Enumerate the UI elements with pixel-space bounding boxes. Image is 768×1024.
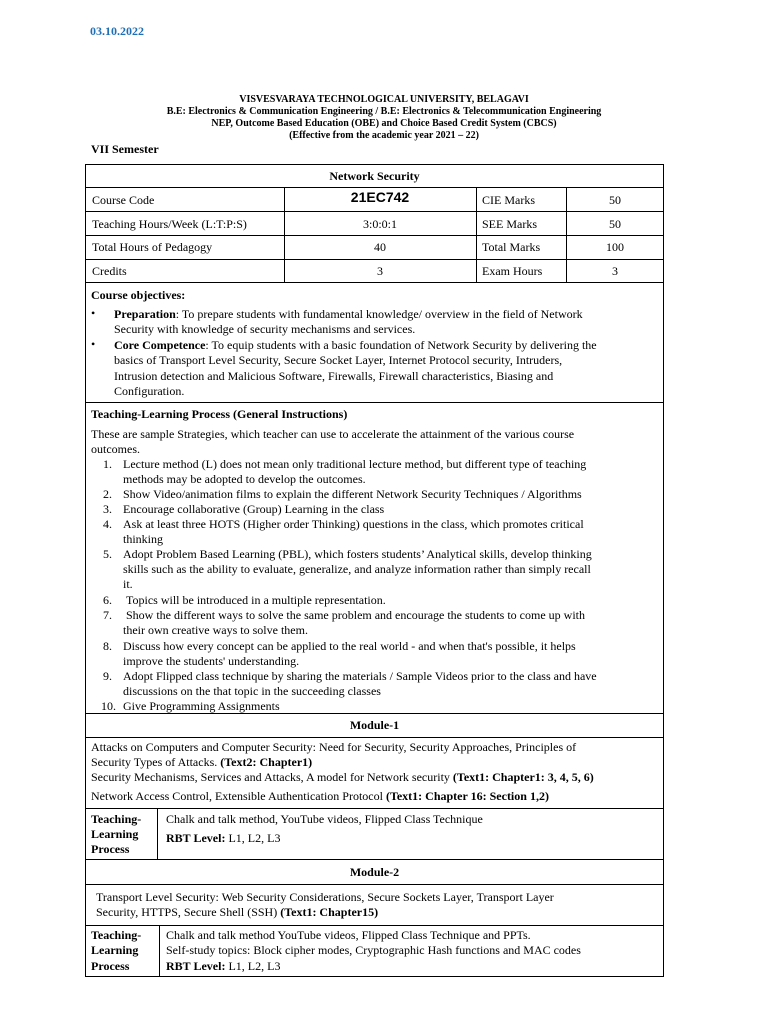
list-item: it. xyxy=(123,577,133,591)
module-2-rbt xyxy=(166,959,280,974)
cie-marks-value: 50 xyxy=(609,193,621,207)
divider xyxy=(159,925,160,977)
list-item: discussions on the that topic in the succeeding classes xyxy=(123,684,381,698)
module-2-text: Security, HTTPS, Secure Shell (SSH) xyxy=(96,905,281,919)
divider xyxy=(476,187,477,282)
module-2-tlp-text: Self-study topics: Block cipher modes, Cryptographic Hash functions and MAC codes xyxy=(166,943,581,957)
objective-term: Preparation xyxy=(114,307,176,321)
objective-term: Core Competence xyxy=(114,338,206,352)
list-item: Discuss how every concept can be applied to the real world - and when that's possible, it helps xyxy=(123,639,576,653)
module-2-heading: Module-2 xyxy=(349,865,400,879)
objective-text: basics of Transport Level Security, Secure Socket Layer, Internet Protocol security, Intruders, xyxy=(114,353,563,367)
list-item: thinking xyxy=(123,532,164,546)
effective-line: (Effective from the academic year 2021 – 22) xyxy=(289,130,479,141)
course-code-label: Course Code xyxy=(92,193,155,207)
divider xyxy=(85,808,664,809)
list-item: methods may be adopted to develop the outcomes. xyxy=(123,472,366,486)
list-number: 8. xyxy=(103,639,112,653)
document-date: 03.10.2022 xyxy=(90,24,144,38)
divider xyxy=(85,402,664,403)
programs-line: B.E: Electronics & Communication Engineering / B.E: Electronics & Telecommunication Engineering xyxy=(166,106,602,117)
pedagogy-hours-value: 40 xyxy=(374,240,386,254)
module-2-content xyxy=(96,905,378,920)
semester-label: VII Semester xyxy=(91,142,159,156)
course-title: Network Security xyxy=(329,169,420,183)
divider xyxy=(85,187,664,188)
list-item: skills such as the ability to evaluate, generalize, and analyze information rather than simply recall xyxy=(123,562,591,576)
tlp-label: Teaching- xyxy=(91,928,142,942)
objective-text: Configuration. xyxy=(114,384,185,398)
list-number: 2. xyxy=(103,487,112,501)
pedagogy-hours-label: Total Hours of Pedagogy xyxy=(92,240,213,254)
tlp-label: Learning xyxy=(91,943,139,957)
module-1-heading: Module-1 xyxy=(349,718,400,732)
objective-preparation xyxy=(114,307,583,322)
divider xyxy=(85,737,664,738)
objective-text: Intrusion detection and Malicious Software, Firewalls, Firewall characteristics, Biasing and xyxy=(114,369,554,383)
objective-core-competence xyxy=(114,338,597,353)
tlp-label: Learning xyxy=(91,827,139,841)
module-1-content xyxy=(91,755,312,770)
exam-hours-label: Exam Hours xyxy=(482,264,543,278)
tlp-intro: These are sample Strategies, which teacher can use to accelerate the attainment of the various course xyxy=(91,427,575,441)
rbt-label: RBT Level: xyxy=(166,959,226,973)
module-1-reference: (Text1: Chapter 16: Section 1,2) xyxy=(385,789,549,803)
credits-label: Credits xyxy=(92,264,127,278)
tlp-label: Process xyxy=(91,959,130,973)
cie-marks-label: CIE Marks xyxy=(482,193,535,207)
tlp-label: Process xyxy=(91,842,130,856)
tlp-intro: outcomes. xyxy=(91,442,140,456)
course-code-value: 21EC742 xyxy=(350,189,410,205)
bullet-icon: • xyxy=(91,306,96,320)
module-2-reference: (Text1: Chapter15) xyxy=(280,905,379,919)
list-number: 1. xyxy=(103,457,112,471)
divider xyxy=(85,235,664,236)
module-1-content xyxy=(91,789,549,804)
rbt-label: RBT Level: xyxy=(166,831,226,845)
list-number: 7. xyxy=(103,608,112,622)
module-1-text: Security Mechanisms, Services and Attacks, A model for Network security xyxy=(91,770,453,784)
exam-hours-value: 3 xyxy=(612,264,618,278)
bullet-icon: • xyxy=(91,337,96,351)
divider xyxy=(85,282,664,283)
teaching-hours-value: 3:0:0:1 xyxy=(362,217,397,231)
list-item: Topics will be introduced in a multiple representation. xyxy=(126,593,386,607)
module-1-reference: (Text2: Chapter1) xyxy=(220,755,313,769)
list-number: 6. xyxy=(103,593,112,607)
divider xyxy=(85,211,664,212)
list-number: 10. xyxy=(101,699,116,713)
divider xyxy=(85,925,664,926)
rbt-value: L1, L2, L3 xyxy=(225,959,281,973)
university-name: VISVESVARAYA TECHNOLOGICAL UNIVERSITY, BELAGAVI xyxy=(239,94,529,105)
objective-text: : To equip students with a basic foundation of Network Security by delivering the xyxy=(205,338,597,352)
module-1-text: Network Access Control, Extensible Authentication Protocol xyxy=(91,789,386,803)
divider xyxy=(85,859,664,860)
list-item: Give Programming Assignments xyxy=(123,699,280,713)
module-1-tlp-text: Chalk and talk method, YouTube videos, Flipped Class Technique xyxy=(166,812,483,826)
divider xyxy=(85,259,664,260)
scheme-line: NEP, Outcome Based Education (OBE) and Choice Based Credit System (CBCS) xyxy=(211,118,557,129)
list-item: Lecture method (L) does not mean only traditional lecture method, but different type of teaching xyxy=(123,457,587,471)
module-1-reference: (Text1: Chapter1: 3, 4, 5, 6) xyxy=(452,770,594,784)
list-number: 3. xyxy=(103,502,112,516)
see-marks-label: SEE Marks xyxy=(482,217,537,231)
module-1-content: Attacks on Computers and Computer Security: Need for Security, Security Approaches, Principles of xyxy=(91,740,577,754)
objectives-heading: Course objectives: xyxy=(91,288,186,302)
list-item: Adopt Problem Based Learning (PBL), which fosters students’ Analytical skills, develop thinking xyxy=(123,547,592,561)
list-number: 4. xyxy=(103,517,112,531)
divider xyxy=(157,808,158,859)
total-marks-value: 100 xyxy=(606,240,624,254)
list-item: Show Video/animation films to explain the different Network Security Techniques / Algorithms xyxy=(123,487,582,501)
list-number: 5. xyxy=(103,547,112,561)
tlp-label: Teaching- xyxy=(91,812,142,826)
see-marks-value: 50 xyxy=(609,217,621,231)
rbt-value: L1, L2, L3 xyxy=(225,831,281,845)
objective-text: Security with knowledge of security mechanisms and services. xyxy=(114,322,416,336)
list-item: Adopt Flipped class technique by sharing the materials / Sample Videos prior to the class and have xyxy=(123,669,597,683)
objective-text: : To prepare students with fundamental knowledge/ overview in the field of Network xyxy=(175,307,583,321)
tlp-heading: Teaching-Learning Process (General Instructions) xyxy=(91,407,348,421)
module-2-tlp-text: Chalk and talk method YouTube videos, Flipped Class Technique and PPTs. xyxy=(166,928,531,942)
module-1-rbt xyxy=(166,831,280,846)
list-item: Ask at least three HOTS (Higher order Thinking) questions in the class, which promotes critical xyxy=(123,517,584,531)
list-item: improve the students' understanding. xyxy=(123,654,300,668)
list-item: Show the different ways to solve the same problem and encourage the students to come up with xyxy=(126,608,585,622)
module-2-content: Transport Level Security: Web Security Considerations, Secure Sockets Layer, Transport Layer xyxy=(96,890,554,904)
total-marks-label: Total Marks xyxy=(482,240,541,254)
teaching-hours-label: Teaching Hours/Week (L:T:P:S) xyxy=(92,217,247,231)
credits-value: 3 xyxy=(377,264,383,278)
module-1-text: Security Types of Attacks. xyxy=(91,755,221,769)
list-item: Encourage collaborative (Group) Learning in the class xyxy=(123,502,385,516)
divider xyxy=(85,884,664,885)
list-item: their own creative ways to solve them. xyxy=(123,623,308,637)
module-1-content xyxy=(91,770,594,785)
list-number: 9. xyxy=(103,669,112,683)
